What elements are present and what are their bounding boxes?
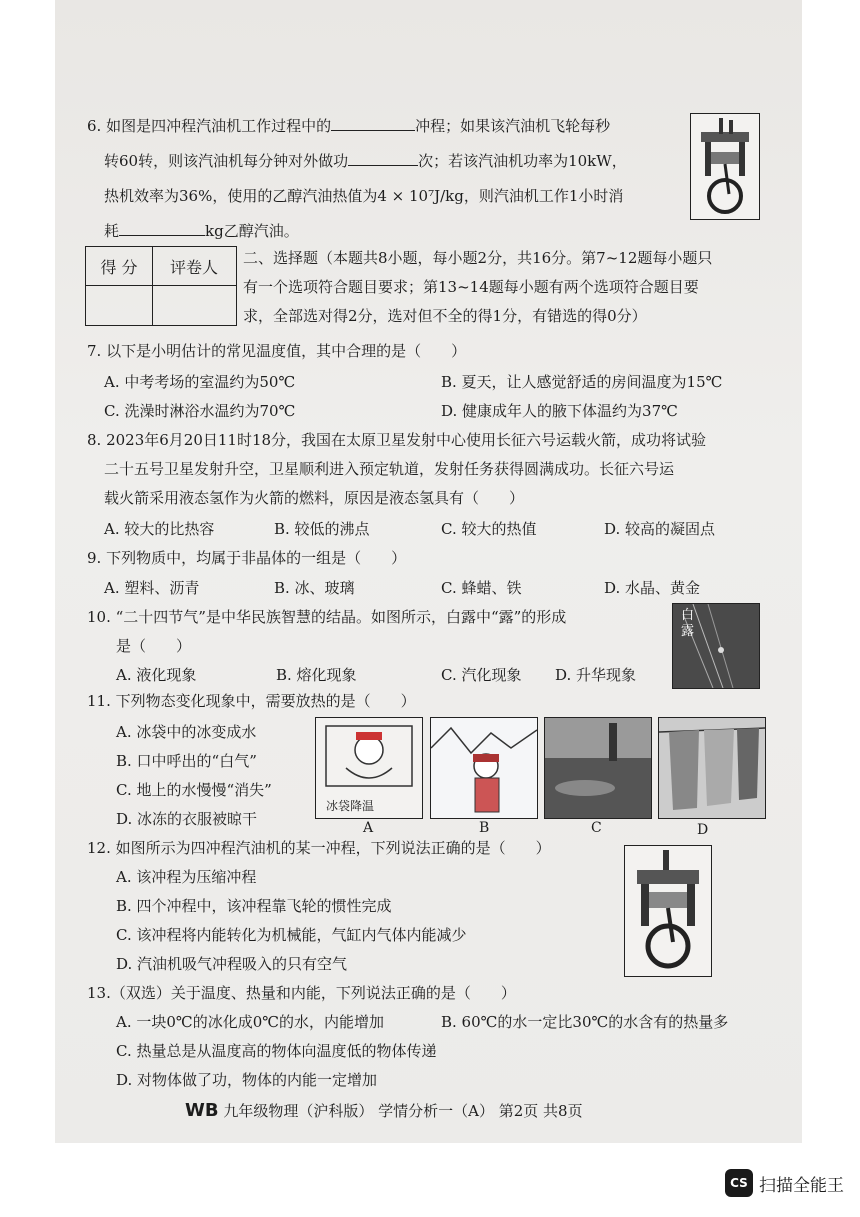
engine-diagram-q12: [624, 845, 712, 977]
score-label: 得 分: [86, 247, 152, 286]
q11-option-c: C. 地上的水慢慢“消失”: [116, 781, 272, 799]
q8-line3: 载火箭采用液态氢作为火箭的燃料，原因是液态氢具有（ ）: [104, 489, 525, 507]
q11-option-a: A. 冰袋中的冰变成水: [116, 723, 257, 741]
q8-option-d: D. 较高的凝固点: [604, 520, 716, 538]
score-box: [85, 246, 237, 326]
q6-line4: 耗 kg乙醇汽油。: [104, 222, 299, 240]
q8-line1: 8. 2023年6月20日11时18分，我国在太原卫星发射中心使用长征六号运载火箭，成功将试验: [87, 431, 707, 449]
label-a: A: [363, 820, 374, 836]
white-dew-text: 白露: [681, 608, 695, 639]
label-b: B: [479, 820, 490, 836]
q12-stem: 12. 如图所示为四冲程汽油机的某一冲程，下列说法正确的是（ ）: [87, 839, 551, 857]
q13-option-d: D. 对物体做了功，物体的内能一定增加: [116, 1071, 378, 1089]
q11-option-d: D. 冰冻的衣服被晾干: [116, 810, 258, 828]
q8-option-a: A. 较大的比热容: [104, 520, 215, 538]
footer-text: 九年级物理（沪科版） 学情分析一（A）: [223, 1102, 494, 1120]
q7-option-c: C. 洗澡时淋浴水温约为70℃: [104, 402, 296, 420]
q11-stem: 11. 下列物态变化现象中，需要放热的是（ ）: [87, 692, 416, 710]
q13-option-a: A. 一块0℃的冰化成0℃的水，内能增加: [116, 1013, 385, 1031]
q8-option-b: B. 较低的沸点: [274, 520, 370, 538]
q13-option-b: B. 60℃的水一定比30℃的水含有的热量多: [441, 1013, 729, 1031]
q7-option-d: D. 健康成年人的腋下体温约为37℃: [441, 402, 678, 420]
scanner-watermark: [725, 1169, 844, 1197]
section2-line2: 有一个选项符合题目要求；第13~14题每小题有两个选项符合题目要: [243, 278, 699, 296]
q9-option-a: A. 塑料、沥青: [104, 579, 200, 597]
q9-option-b: B. 冰、玻璃: [274, 579, 355, 597]
q10-option-d: D. 升华现象: [555, 666, 637, 684]
breath-image: [430, 717, 538, 819]
label-d: D: [697, 822, 709, 838]
q9-option-d: D. 水晶、黄金: [604, 579, 701, 597]
q13-option-c: C. 热量总是从温度高的物体向温度低的物体传递: [116, 1042, 437, 1060]
q10-line1: 10. “二十四节气”是中华民族智慧的结晶。如图所示，白露中“露”的形成: [87, 608, 567, 626]
q12-option-d: D. 汽油机吸气冲程吸入的只有空气: [116, 955, 348, 973]
q7-stem: 7. 以下是小明估计的常见温度值，其中合理的是（ ）: [87, 342, 467, 360]
wet-ground-image: [544, 717, 652, 819]
q11-option-b: B. 口中呼出的“白气”: [116, 752, 257, 770]
q8-line2: 二十五号卫星发射升空，卫星顺利进入预定轨道，发射任务获得圆满成功。长征六号运: [104, 460, 675, 478]
q9-stem: 9. 下列物质中，均属于非晶体的一组是（ ）: [87, 549, 407, 567]
q12-option-b: B. 四个冲程中，该冲程靠飞轮的惯性完成: [116, 897, 392, 915]
q10-line2: 是（ ）: [116, 637, 192, 655]
q7-option-a: A. 中考考场的室温约为50℃: [104, 373, 296, 391]
wb-logo: WB: [185, 1100, 219, 1121]
q6-line1: 6. 如图是四冲程汽油机工作过程中的 冲程；如果该汽油机飞轮每秒: [87, 117, 611, 135]
grader-label: 评卷人: [152, 247, 236, 286]
section2-line3: 求，全部选对得2分，选对但不全的得1分，有错选的得0分）: [243, 307, 647, 325]
ice-pack-image: [315, 717, 423, 819]
q6-line3: 热机效率为36%，使用的乙醇汽油热值为4 × 10⁷J/kg，则汽油机工作1小时消: [104, 187, 624, 205]
q10-option-b: B. 熔化现象: [276, 666, 357, 684]
q10-option-c: C. 汽化现象: [441, 666, 522, 684]
q12-option-a: A. 该冲程为压缩冲程: [116, 868, 257, 886]
frozen-clothes-image: [658, 717, 766, 819]
cs-logo-icon: CS: [725, 1169, 753, 1197]
watermark-text: 扫描全能王: [759, 1175, 844, 1196]
footer-page: 第2页 共8页: [498, 1102, 583, 1120]
q8-option-c: C. 较大的热值: [441, 520, 537, 538]
q9-option-c: C. 蜂蜡、铁: [441, 579, 522, 597]
q6-line2: 转60转，则该汽油机每分钟对外做功 次；若该汽油机功率为10kW，: [104, 152, 627, 170]
q12-option-c: C. 该冲程将内能转化为机械能，气缸内气体内能减少: [116, 926, 467, 944]
label-c: C: [591, 820, 602, 836]
q7-option-b: B. 夏天，让人感觉舒适的房间温度为15℃: [441, 373, 723, 391]
page-footer: [185, 1100, 583, 1121]
q13-stem: 13.（双选）关于温度、热量和内能，下列说法正确的是（ ）: [87, 984, 516, 1002]
white-dew-photo: [672, 603, 760, 689]
engine-diagram-q6: [690, 113, 760, 220]
ice-pack-caption: 冰袋降温: [326, 799, 375, 813]
q10-option-a: A. 液化现象: [116, 666, 197, 684]
section2-line1: 二、选择题（本题共8小题，每小题2分，共16分。第7~12题每小题只: [243, 249, 713, 267]
